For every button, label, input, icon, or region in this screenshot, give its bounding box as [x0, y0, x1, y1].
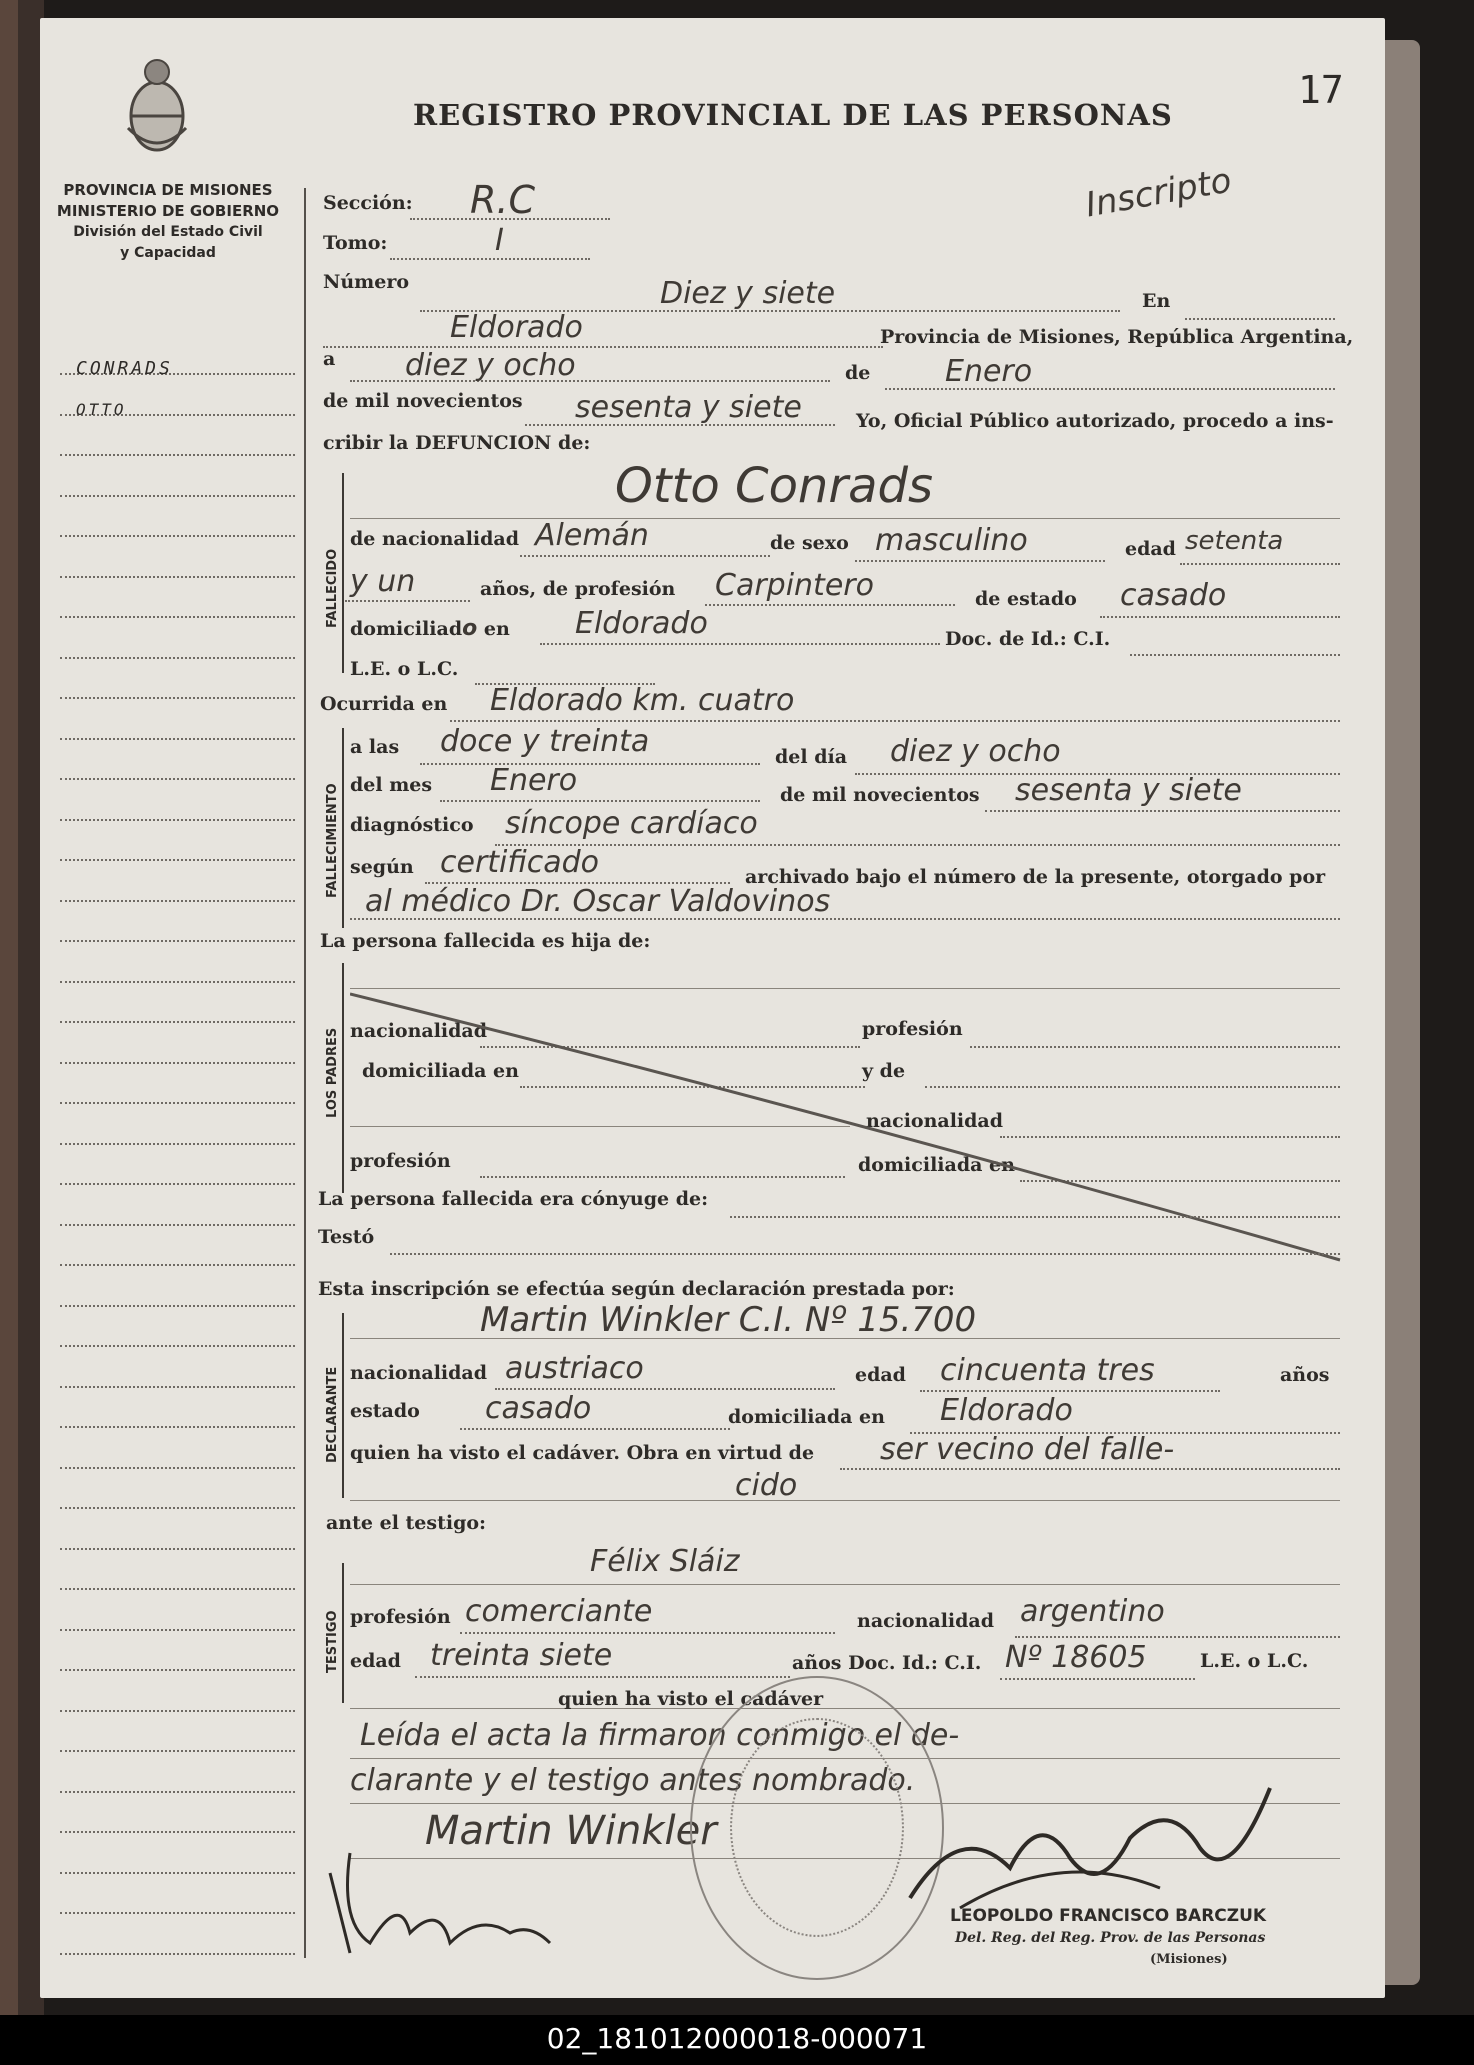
value-estado: casado — [1120, 578, 1227, 613]
label-numero: Número — [323, 271, 410, 293]
value-nacionalidad: Alemán — [535, 518, 649, 553]
side-label-padres: LOS PADRES — [325, 1027, 340, 1118]
line-estado — [1100, 616, 1340, 618]
value-ocurrida: Eldorado km. cuatro — [490, 683, 795, 718]
bracket-padres — [342, 963, 344, 1193]
margin-ruled-line — [60, 1062, 295, 1064]
value-mes-f: Enero — [490, 763, 578, 798]
line-d-edad — [920, 1390, 1220, 1392]
label-t-le: L.E. o L.C. — [1200, 1650, 1309, 1672]
label-le-lc: L.E. o L.C. — [350, 658, 459, 680]
label-d-estado: estado — [350, 1400, 420, 1422]
label-hija: La persona fallecida es hija de: — [320, 930, 651, 952]
line-d-virtud-2 — [350, 1500, 1340, 1501]
label-del-mes: del mes — [350, 774, 433, 796]
value-t-prof: comerciante — [465, 1594, 653, 1629]
margin-ruled-line — [60, 940, 295, 942]
value-t-nac: argentino — [1020, 1594, 1165, 1629]
label-de-mil: de mil novecientos — [323, 390, 523, 412]
line-t-edad — [415, 1676, 790, 1678]
value-cierre-1: Leída el acta la firmaron conmigo el de- — [360, 1718, 960, 1753]
margin-ruled-line — [60, 535, 295, 537]
margin-ruled-line — [60, 859, 295, 861]
label-madre-nac: nacionalidad — [866, 1110, 1004, 1132]
annotation-inscripto: Inscripto — [1082, 160, 1235, 226]
value-profesion: Carpintero — [715, 568, 874, 603]
value-anio-f: sesenta y siete — [1015, 773, 1242, 808]
margin-ruled-line — [60, 1791, 295, 1793]
value-declarante: Martin Winkler C.I. Nº 15.700 — [480, 1300, 977, 1340]
margin-ruled-line — [60, 1021, 295, 1023]
label-segun: según — [350, 856, 414, 878]
page-number: 17 — [1298, 68, 1344, 112]
label-t-edad: edad — [350, 1650, 401, 1672]
line-diagnostico — [495, 844, 1340, 846]
label-t-nac: nacionalidad — [857, 1610, 995, 1632]
margin-ruled-line — [60, 1629, 295, 1631]
margin-ruled-line — [60, 1953, 295, 1955]
line-d-nac — [495, 1388, 835, 1390]
line-d-estado — [460, 1428, 730, 1430]
register-title: REGISTRO PROVINCIAL DE LAS PERSONAS — [413, 98, 1173, 132]
header-block — [48, 180, 288, 264]
value-segun: certificado — [440, 845, 600, 880]
margin-ruled-line — [60, 1548, 295, 1550]
label-del-dia: del día — [775, 746, 848, 768]
label-diagnostico: diagnóstico — [350, 814, 474, 836]
image-caption: 02_181012000018-000071 — [546, 2022, 928, 2055]
line-edad — [1180, 563, 1340, 565]
margin-ruled-line — [60, 900, 295, 902]
label-de: de — [845, 362, 871, 384]
margin-ruled-line — [60, 1345, 295, 1347]
value-d-estado: casado — [485, 1391, 592, 1426]
label-provincia: Provincia de Misiones, República Argentina, — [880, 326, 1354, 348]
value-medico: al médico Dr. Oscar Valdovinos — [365, 884, 831, 919]
coat-of-arms-icon — [122, 50, 192, 162]
side-label-fallecimiento: FALLECIMIENTO — [325, 783, 340, 898]
margin-ruled-line — [60, 495, 295, 497]
margin-ruled-line — [60, 1669, 295, 1671]
value-d-nac: austriaco — [505, 1351, 644, 1386]
margin-ruled-line — [60, 697, 295, 699]
label-conyuge: La persona fallecida era cónyuge de: — [318, 1188, 709, 1210]
line-anio-f — [985, 810, 1340, 812]
margin-ruled-line — [60, 657, 295, 659]
margin-ruled-line — [60, 1467, 295, 1469]
province-name: PROVINCIA DE MISIONES — [63, 181, 273, 199]
margin-ruled-line — [60, 1750, 295, 1752]
value-diagnostico: síncope cardíaco — [505, 806, 758, 841]
label-d-nac: nacionalidad — [350, 1362, 488, 1384]
bracket-declarante — [342, 1313, 344, 1498]
value-hora: doce y treinta — [440, 724, 650, 759]
label-a-las: a las — [350, 736, 400, 758]
line-sexo — [855, 560, 1105, 562]
book-binding-edge — [0, 0, 18, 2015]
margin-ruled-line — [60, 1264, 295, 1266]
label-ocurrida: Ocurrida en — [320, 693, 448, 715]
officer-name: LEOPOLDO FRANCISCO BARCZUK — [950, 1906, 1267, 1926]
value-sexo: masculino — [875, 523, 1028, 558]
label-domiciliado: domiciliado en — [350, 616, 510, 641]
label-y-de: y de — [862, 1060, 906, 1082]
margin-ruled-line — [60, 1872, 295, 1874]
margin-ruled-line — [60, 1507, 295, 1509]
margin-ruled-line — [60, 454, 295, 456]
bracket-fallecido — [342, 473, 344, 673]
line-tomo — [390, 258, 590, 260]
value-lugar: Eldorado — [450, 310, 583, 345]
line-conyuge — [730, 1216, 1340, 1218]
margin-ruled-line — [60, 1912, 295, 1914]
side-label-testigo: TESTIGO — [325, 1610, 340, 1673]
value-mes: Enero — [945, 354, 1033, 389]
line-hora — [420, 763, 760, 765]
ministry-name: MINISTERIO DE GOBIERNO — [56, 202, 280, 220]
signature-declarante: Martin Winkler — [425, 1808, 717, 1854]
margin-ruled-line — [60, 1183, 295, 1185]
line-t-ci — [1000, 1678, 1195, 1680]
side-label-declarante: DECLARANTE — [325, 1366, 340, 1463]
value-t-edad: treinta siete — [430, 1638, 613, 1673]
line-d-virtud — [840, 1468, 1340, 1470]
value-dia-f: diez y ocho — [890, 734, 1061, 769]
margin-ruled-line — [60, 981, 295, 983]
value-d-virtud-2: cido — [735, 1468, 798, 1503]
division-name: División del Estado Civil — [73, 224, 263, 240]
signature-testigo — [310, 1833, 610, 1963]
line-domicilio — [540, 643, 940, 645]
label-t-prof: profesión — [350, 1606, 451, 1628]
label-seccion: Sección: — [323, 192, 413, 214]
value-nombre: Otto Conrads — [615, 458, 933, 514]
margin-ruled-line — [60, 1710, 295, 1712]
cancel-stroke — [350, 988, 1350, 1268]
value-numero: Diez y siete — [660, 276, 836, 311]
value-seccion: R.C — [470, 178, 536, 222]
officer-title: Del. Reg. del Reg. Prov. de las Personas — [955, 1930, 1266, 1946]
margin-firstname: OTTO — [76, 400, 127, 419]
line-nombre — [350, 518, 1340, 519]
label-madre-dom: domiciliada en — [858, 1154, 1015, 1176]
register-page — [40, 18, 1385, 1998]
label-d-edad: edad — [855, 1364, 906, 1386]
side-label-fallecido: FALLECIDO — [325, 548, 340, 628]
label-madre-prof: profesión — [350, 1150, 451, 1172]
line-t-nac — [1015, 1636, 1340, 1638]
value-dia: diez y ocho — [405, 348, 576, 383]
margin-ruled-line — [60, 1305, 295, 1307]
value-tomo: I — [495, 223, 504, 258]
label-a: a — [323, 348, 336, 370]
line-nacionalidad — [520, 555, 770, 557]
margin-ruled-line — [60, 1831, 295, 1833]
margin-ruled-line — [60, 778, 295, 780]
bracket-testigo — [342, 1563, 344, 1703]
label-doc: Doc. de Id.: C.I. — [945, 628, 1111, 650]
label-de-mil-2: de mil novecientos — [780, 784, 980, 806]
value-d-dom: Eldorado — [940, 1393, 1073, 1428]
bracket-fallecimiento — [342, 728, 344, 928]
value-d-virtud: ser vecino del falle- — [880, 1432, 1175, 1467]
line-ocurrida — [450, 720, 1340, 722]
label-edad: edad — [1125, 538, 1176, 560]
label-sexo: de sexo — [770, 532, 849, 554]
label-t-anos: años Doc. Id.: C.I. — [792, 1652, 982, 1674]
margin-divider — [304, 188, 306, 1958]
label-d-anos: años — [1280, 1364, 1330, 1386]
label-estado: de estado — [975, 588, 1077, 610]
line-t-prof — [460, 1632, 835, 1634]
official-seal-inner — [730, 1718, 904, 1937]
label-padre-nac: nacionalidad — [350, 1020, 488, 1042]
margin-ruled-line — [60, 576, 295, 578]
label-declaracion: Esta inscripción se efectúa según declaración prestada por: — [318, 1278, 955, 1300]
label-oficial: Yo, Oficial Público autorizado, procedo a ins- — [856, 410, 1334, 432]
label-anos-profesion: años, de profesión — [480, 578, 676, 600]
value-testigo: Félix Sláiz — [590, 1544, 740, 1579]
line-mes-f — [440, 800, 760, 802]
line-profesion — [705, 604, 955, 606]
margin-ruled-line — [60, 1224, 295, 1226]
margin-ruled-line — [60, 616, 295, 618]
margin-ruled-line — [60, 1386, 295, 1388]
line-testo — [390, 1253, 1340, 1255]
margin-ruled-line — [60, 1143, 295, 1145]
label-cribir: cribir la DEFUNCION de: — [323, 432, 591, 454]
line-testigo — [350, 1584, 1340, 1585]
label-archivado: archivado bajo el número de la presente, otorgado por — [745, 866, 1326, 888]
margin-ruled-line — [60, 1588, 295, 1590]
value-anio: sesenta y siete — [575, 390, 802, 425]
label-d-dom: domiciliada en — [728, 1406, 885, 1428]
label-padre-prof: profesión — [862, 1018, 963, 1040]
value-d-edad: cincuenta tres — [940, 1353, 1155, 1388]
value-domicilio: Eldorado — [575, 606, 708, 641]
line-en — [1185, 318, 1335, 320]
line-edad2 — [345, 600, 470, 602]
label-nacionalidad: de nacionalidad — [350, 528, 520, 550]
label-tomo: Tomo: — [323, 232, 388, 254]
margin-surname: CONRADS — [76, 358, 173, 379]
margin-ruled-line — [60, 738, 295, 740]
margin-ruled-line — [60, 1102, 295, 1104]
label-ante: ante el testigo: — [326, 1512, 487, 1534]
division-name-2: y Capacidad — [120, 245, 216, 261]
label-en: En — [1142, 290, 1171, 312]
label-d-visto: quien ha visto el cadáver. Obra en virtud de — [350, 1442, 815, 1464]
line-doc — [1130, 654, 1340, 656]
margin-ruled-line — [60, 819, 295, 821]
label-t-visto: quien ha visto el cadáver — [558, 1688, 824, 1710]
value-cierre-2: clarante y el testigo antes nombrado. — [350, 1763, 916, 1798]
value-edad1: setenta — [1185, 526, 1284, 556]
value-edad2: y un — [350, 564, 416, 599]
officer-place: (Misiones) — [1150, 1952, 1228, 1967]
label-padre-dom: domiciliada en — [362, 1060, 519, 1082]
value-t-ci: Nº 18605 — [1005, 1640, 1147, 1675]
margin-ruled-line — [60, 1426, 295, 1428]
label-testo: Testó — [318, 1226, 375, 1248]
